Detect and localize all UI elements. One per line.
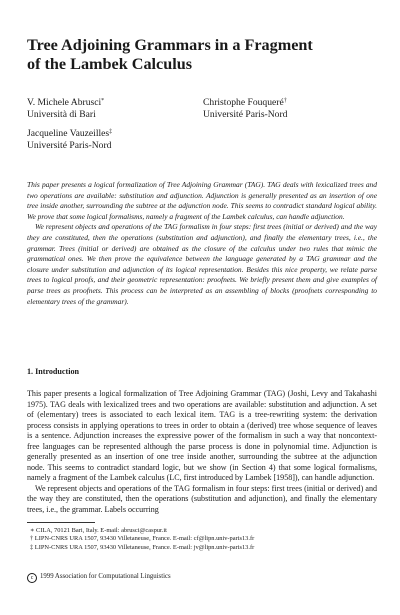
footnotes <box>30 527 254 552</box>
title-line-1: Tree Adjoining Grammars in a Fragment <box>27 36 313 54</box>
copyright-text: 1999 Association for Computational Linguistics <box>40 573 171 580</box>
abstract-paragraph-1: This paper presents a logical formalization of Tree Adjoining Grammar (TAG). TAG deals with lexicalized trees and two operations are available: substitution and adjunction. Adjunction is generally presented as an insertion of one tree inside another, surrounding the subtree at the adjunction node. This seems to contradict standard logical ability. We prove that some logical formalisms, namely a fragment of the Lambek calculus, can handle adjunction. <box>27 180 377 221</box>
author-affiliation: Université Paris-Nord <box>27 139 112 151</box>
author-fouquere <box>203 96 287 120</box>
copyright-icon: c <box>27 573 37 583</box>
copyright-notice <box>27 573 171 583</box>
title-line-2: of the Lambek Calculus <box>27 55 193 73</box>
author-vauzeilles <box>27 127 112 151</box>
footnote-rule <box>27 522 95 523</box>
author-mark: ‡ <box>109 129 113 135</box>
author-mark: † <box>283 98 287 104</box>
author-abrusci <box>27 96 104 120</box>
footnote: ‡ LIPN-CNRS URA 1507, 93430 Villetaneuse, France. E-mail: jv@lipn.univ-paris13.fr <box>30 543 255 551</box>
footnote: ∗ CILA, 70121 Bari, Italy. E-mail: abrusci@caspur.it <box>30 527 167 534</box>
section-heading: 1. Introduction <box>27 367 80 376</box>
body-text <box>27 389 377 516</box>
abstract-paragraph-2: We represent objects and operations of the TAG formalism in four steps: first trees (initial or derived) and the way they are constituted, then the operations (substitution and adjunction), and finally the elementary trees, i.e., the grammar. Trees (initial or derived) are obtained as the closure of the calculus under two rules that mimic the grammatical ones. We then prove the equivalence between the language generated by a TAG grammar and the closure under substitution and adjunction of its logical representation. Besides this nice property, we relate parse trees to logical proofs, and their geometric representation: proofnets. We briefly present them and give examples of parse trees as proofnets. This process can be interpreted as an assembling of blocks (proofnets corresponding to elementary trees of the grammar). <box>27 222 377 306</box>
body-paragraph-2: We represent objects and operations of the TAG formalism in four steps: first trees (initial or derived) and the way they are constituted, then the operations (substitution and adjunction), and finally the elementary trees, i.e., the grammar. Labels occurring <box>27 483 377 515</box>
author-affiliation: Université Paris-Nord <box>203 108 288 120</box>
body-paragraph-1: This paper presents a logical formalization of Tree Adjoining Grammar (TAG) (Joshi, Levy and Takahashi 1975). TAG deals with lexicalized trees and two operations are available: substitution and adjunction. A set of (elementary) trees is associated to each lexical item. TAG is a tree-rewriting system: the derivation process consists in applying operations to trees in order to obtain a (derived) tree whose sequence of leaves is a sentence. Adjunction increases the expressive power of the formalism in such a way that noncontext-free languages can be represented although the parse process is done in polynomial time. Adjunction is generally presented as an insertion of one tree inside another, surrounding the subtree at the adjunction node. This seems to contradict standard logic, but we show (in Section 4) that some logical formalisms, namely a fragment of the Lambek calculus (LC, first introduced by Lambek [1958]), can handle adjunction. <box>27 389 377 483</box>
author-name: V. Michele Abrusci <box>27 97 102 108</box>
author-mark: * <box>101 98 105 104</box>
author-affiliation: Università di Bari <box>27 108 96 120</box>
paper-title <box>27 36 367 74</box>
footnote: † LIPN-CNRS URA 1507, 93430 Villetaneuse, France. E-mail: cf@lipn.univ-paris13.fr <box>30 535 255 543</box>
author-name: Christophe Fouqueré <box>203 97 284 108</box>
author-name: Jacqueline Vauzeilles <box>27 128 110 139</box>
abstract <box>27 180 377 307</box>
